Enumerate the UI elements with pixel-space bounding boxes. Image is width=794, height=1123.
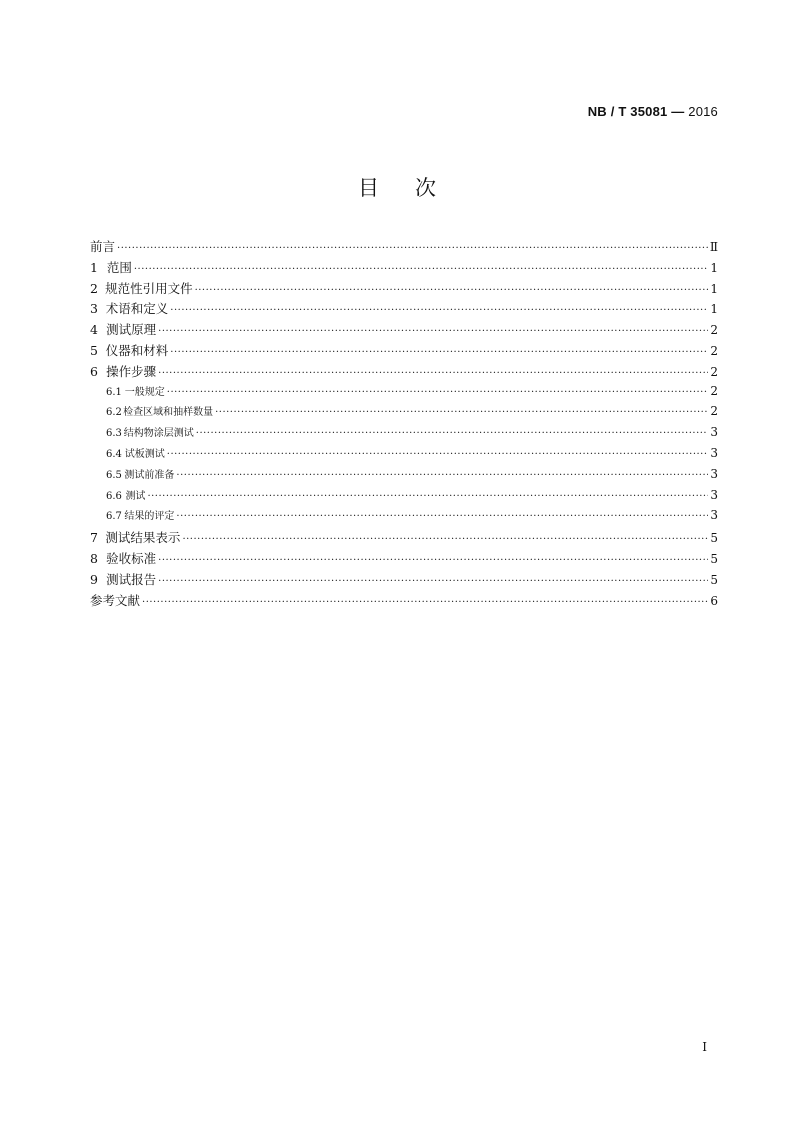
toc-leader-dots — [117, 243, 708, 254]
toc-entry-page: 1 — [710, 281, 718, 296]
toc-entry[interactable] — [90, 341, 718, 362]
toc-entry-number: 6.3 — [106, 428, 122, 440]
toc-entry-number: 6.7 — [106, 511, 122, 523]
toc-entry-label: 测试结果表示 — [105, 530, 181, 546]
toc-entry-page: 5 — [710, 551, 718, 566]
toc-entry-number: 1 — [90, 259, 98, 275]
toc-entry-page: 3 — [710, 425, 718, 440]
page-title: 目次 — [358, 176, 472, 200]
toc-entry-label: 一般规定 — [124, 386, 165, 398]
standard-number: NB / T 35081 — [587, 104, 668, 119]
standard-code — [588, 104, 718, 119]
toc-entry-number: 6.6 — [106, 490, 122, 502]
toc-leader-dots — [142, 597, 708, 608]
toc-leader-dots — [195, 285, 709, 296]
toc-entry-label: 测试前准备 — [124, 469, 175, 481]
toc-entry-number: 6.2 — [106, 407, 122, 419]
toc-entry[interactable] — [90, 320, 718, 341]
page-number: I — [702, 1040, 707, 1054]
toc-entry-label: 试板测试 — [124, 448, 165, 460]
toc-entry-page: 1 — [710, 302, 718, 317]
toc-entry-number: 6.5 — [106, 469, 122, 481]
toc-leader-dots — [134, 264, 709, 275]
toc-entry[interactable] — [90, 528, 718, 549]
toc-entry-page: 2 — [710, 343, 718, 358]
toc-entry[interactable] — [90, 403, 718, 424]
toc-entry-label: 测试报告 — [106, 571, 157, 587]
toc-entry[interactable] — [90, 445, 718, 466]
toc-entry-page: 1 — [710, 260, 718, 275]
toc-entry-page: 2 — [710, 404, 718, 419]
toc-entry[interactable] — [90, 279, 718, 300]
toc-entry[interactable] — [90, 466, 718, 487]
toc-entry-label: 结果的评定 — [124, 511, 175, 523]
toc-leader-dots — [176, 511, 708, 522]
toc-entry[interactable] — [90, 258, 718, 279]
toc-entry-label: 验收标准 — [106, 550, 157, 566]
toc-entry-page: Ⅱ — [709, 240, 718, 254]
toc-leader-dots — [196, 428, 709, 439]
toc-entry[interactable] — [90, 549, 718, 570]
toc-leader-dots — [176, 470, 708, 481]
toc-entry[interactable] — [90, 362, 718, 383]
toc-entry-number: 6.4 — [106, 448, 122, 460]
toc-entry-label: 参考文献 — [90, 592, 141, 608]
toc-entry-page: 2 — [710, 323, 718, 338]
toc-entry[interactable] — [90, 237, 718, 258]
toc-leader-dots — [170, 305, 708, 316]
toc-entry[interactable] — [90, 299, 718, 320]
toc-entry-number: 3 — [90, 301, 98, 317]
toc-leader-dots — [158, 555, 708, 566]
toc-leader-dots — [158, 576, 708, 587]
standard-dash: — — [671, 104, 685, 119]
toc-entry-number: 8 — [90, 550, 98, 566]
toc-entry[interactable] — [90, 383, 718, 404]
toc-entry-label: 仪器和材料 — [105, 342, 169, 358]
toc-leader-dots — [167, 449, 709, 460]
toc-entry[interactable] — [90, 507, 718, 528]
toc-entry-label: 操作步骤 — [106, 363, 157, 379]
toc-entry-number: 2 — [90, 280, 98, 296]
toc-entry-page: 3 — [710, 466, 718, 481]
toc-entry-label: 测试 — [125, 490, 146, 502]
toc-entry-page: 6 — [710, 593, 718, 608]
toc-leader-dots — [182, 534, 708, 545]
toc-entry-page: 5 — [710, 572, 718, 587]
toc-entry-number: 6 — [90, 363, 98, 379]
standard-year: 2016 — [688, 104, 718, 119]
toc-entry-label: 前言 — [90, 239, 116, 254]
toc-entry-page: 3 — [710, 445, 718, 460]
toc-entry-number: 6.1 — [106, 386, 122, 398]
toc-entry-page: 2 — [710, 383, 718, 398]
toc-entry-label: 结构物涂层测试 — [123, 428, 194, 440]
toc-entry-label: 术语和定义 — [105, 301, 169, 317]
toc-entry-label: 测试原理 — [106, 322, 157, 338]
toc-leader-dots — [170, 347, 708, 358]
toc-entry[interactable] — [90, 424, 718, 445]
toc-entry-number: 5 — [90, 342, 98, 358]
toc-entry-number: 9 — [90, 571, 98, 587]
toc-leader-dots — [147, 491, 708, 502]
toc-entry-page: 5 — [710, 531, 718, 546]
toc-entry-label: 规范性引用文件 — [105, 280, 193, 296]
toc-entry-page: 3 — [710, 487, 718, 502]
toc-leader-dots — [158, 326, 708, 337]
toc-leader-dots — [167, 387, 709, 398]
toc-entry-number: 7 — [90, 530, 98, 546]
toc-entry[interactable] — [90, 487, 718, 508]
toc-entry[interactable] — [90, 570, 718, 591]
toc-entry-label: 范围 — [106, 259, 132, 275]
toc-entry-page: 3 — [710, 508, 718, 523]
toc-entry-label: 检查区域和抽样数量 — [123, 407, 214, 419]
toc-leader-dots — [215, 407, 708, 418]
toc-entry-page: 2 — [710, 364, 718, 379]
toc-leader-dots — [158, 368, 708, 379]
toc-entry-number: 4 — [90, 322, 98, 338]
toc-entry[interactable] — [90, 591, 718, 612]
table-of-contents — [90, 237, 718, 611]
